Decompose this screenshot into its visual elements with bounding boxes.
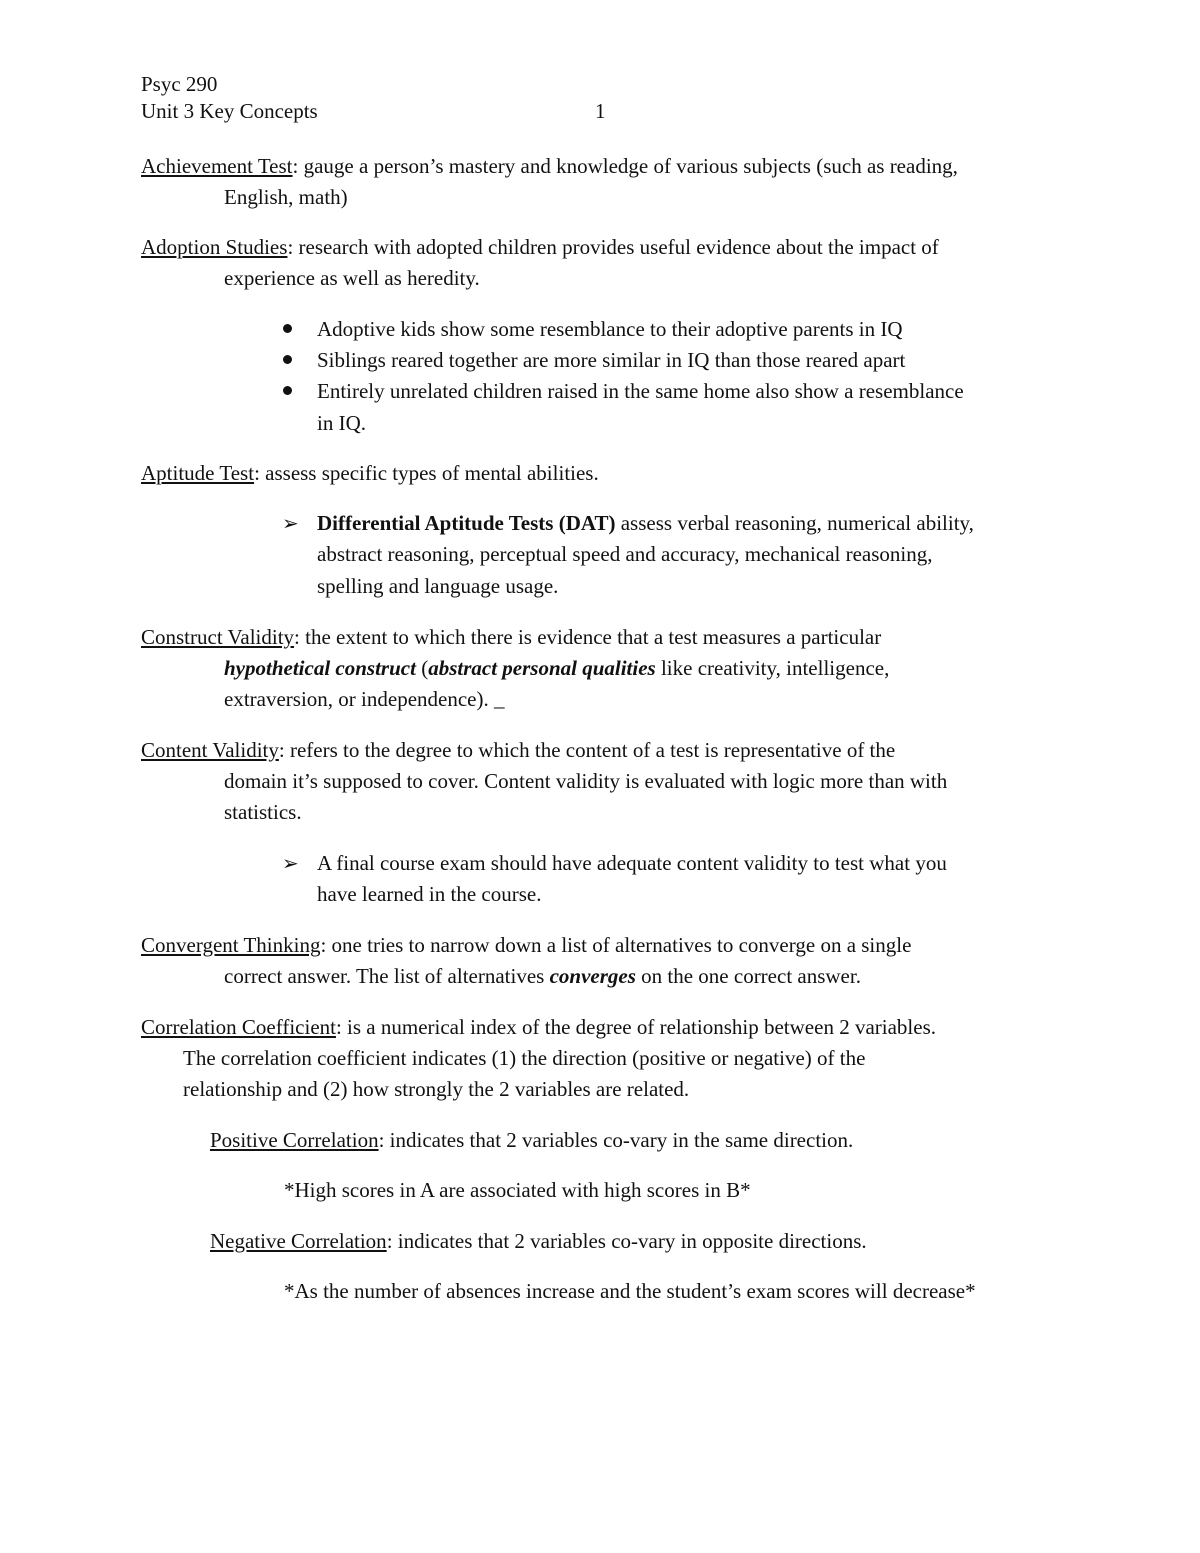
correlation-definition-cont-2: relationship and (2) how strongly the 2 variables are related. [183,1077,690,1101]
dat-title: Differential Aptitude Tests (DAT) [317,511,616,535]
hypothetical-construct-text: hypothetical construct [224,656,416,680]
convergent-text-pre: correct answer. The list of alternatives [224,964,550,988]
construct-definition: : the extent to which there is evidence that a test measures a particular [294,625,882,649]
unit-title: Unit 3 Key Concepts [141,99,318,123]
aptitude-entry [141,459,599,487]
convergent-definition-cont [224,962,861,990]
adoption-bullet-1: Adoptive kids show some resemblance to their adoptive parents in IQ [317,317,903,341]
dat-description-cont-2: spelling and language usage. [317,574,559,598]
aptitude-term: Aptitude Test [141,461,255,485]
negative-correlation-example: *As the number of absences increase and the student’s exam scores will decrease* [284,1279,976,1303]
adoption-entry [141,233,939,261]
adoption-bullet-2: Siblings reared together are more similar in IQ than those reared apart [317,348,906,372]
dat-description: assess verbal reasoning, numerical ability, [615,511,974,535]
convergent-entry [141,931,911,959]
adoption-definition-cont: experience as well as heredity. [224,266,480,290]
bullet-icon [283,324,292,333]
content-definition-cont-2: statistics. [224,800,302,824]
dat-description-cont-1: abstract reasoning, perceptual speed and accuracy, mechanical reasoning, [317,542,933,566]
content-term: Content Validity [141,738,279,762]
course-title: Psyc 290 [141,72,218,96]
content-definition-cont-1: domain it’s supposed to cover. Content validity is evaluated with logic more than with [224,769,948,793]
construct-definition-cont [224,654,889,682]
adoption-definition: : research with adopted children provides useful evidence about the impact of [287,235,939,259]
positive-correlation-term: Positive Correlation [210,1128,379,1152]
construct-paren: ( [415,656,429,680]
adoption-bullet-3-cont: in IQ. [317,411,366,435]
converges-text: converges [549,964,636,988]
content-definition: : refers to the degree to which the content of a test is representative of the [278,738,896,762]
abstract-qualities-text: abstract personal qualities [428,656,656,680]
convergent-definition: : one tries to narrow down a list of alternatives to converge on a single [320,933,912,957]
achievement-definition: : gauge a person’s mastery and knowledge of various subjects (such as reading, [292,154,958,178]
achievement-definition-cont: English, math) [224,185,348,209]
page-number: 1 [595,99,606,123]
bullet-icon [283,355,292,364]
correlation-definition: : is a numerical index of the degree of relationship between 2 variables. [335,1015,936,1039]
positive-correlation-definition: : indicates that 2 variables co-vary in the same direction. [378,1128,854,1152]
arrow-bullet-icon: ➢ [282,851,299,875]
negative-correlation-term: Negative Correlation [210,1229,387,1253]
content-example: A final course exam should have adequate content validity to test what you [317,851,947,875]
negative-correlation-entry [210,1227,867,1255]
correlation-entry [141,1013,936,1041]
aptitude-dat [317,509,974,537]
arrow-bullet-icon: ➢ [282,511,299,535]
convergent-term: Convergent Thinking [141,933,321,957]
content-example-cont: have learned in the course. [317,882,542,906]
correlation-term: Correlation Coefficient [141,1015,336,1039]
content-entry [141,736,895,764]
bullet-icon [283,386,292,395]
achievement-entry [141,152,958,180]
negative-correlation-definition: : indicates that 2 variables co-vary in opposite directions. [386,1229,867,1253]
convergent-text-post: on the one correct answer. [635,964,861,988]
construct-term: Construct Validity [141,625,295,649]
positive-correlation-example: *High scores in A are associated with high scores in B* [284,1178,751,1202]
aptitude-definition: : assess specific types of mental abilities. [254,461,599,485]
adoption-bullet-3: Entirely unrelated children raised in the same home also show a resemblance [317,379,964,403]
adoption-term: Adoption Studies [141,235,288,259]
construct-entry [141,623,881,651]
construct-examples: like creativity, intelligence, [655,656,890,680]
correlation-definition-cont-1: The correlation coefficient indicates (1) the direction (positive or negative) of the [183,1046,866,1070]
positive-correlation-entry [210,1126,853,1154]
construct-definition-end: extraversion, or independence). _ [224,687,505,711]
achievement-term: Achievement Test [141,154,293,178]
